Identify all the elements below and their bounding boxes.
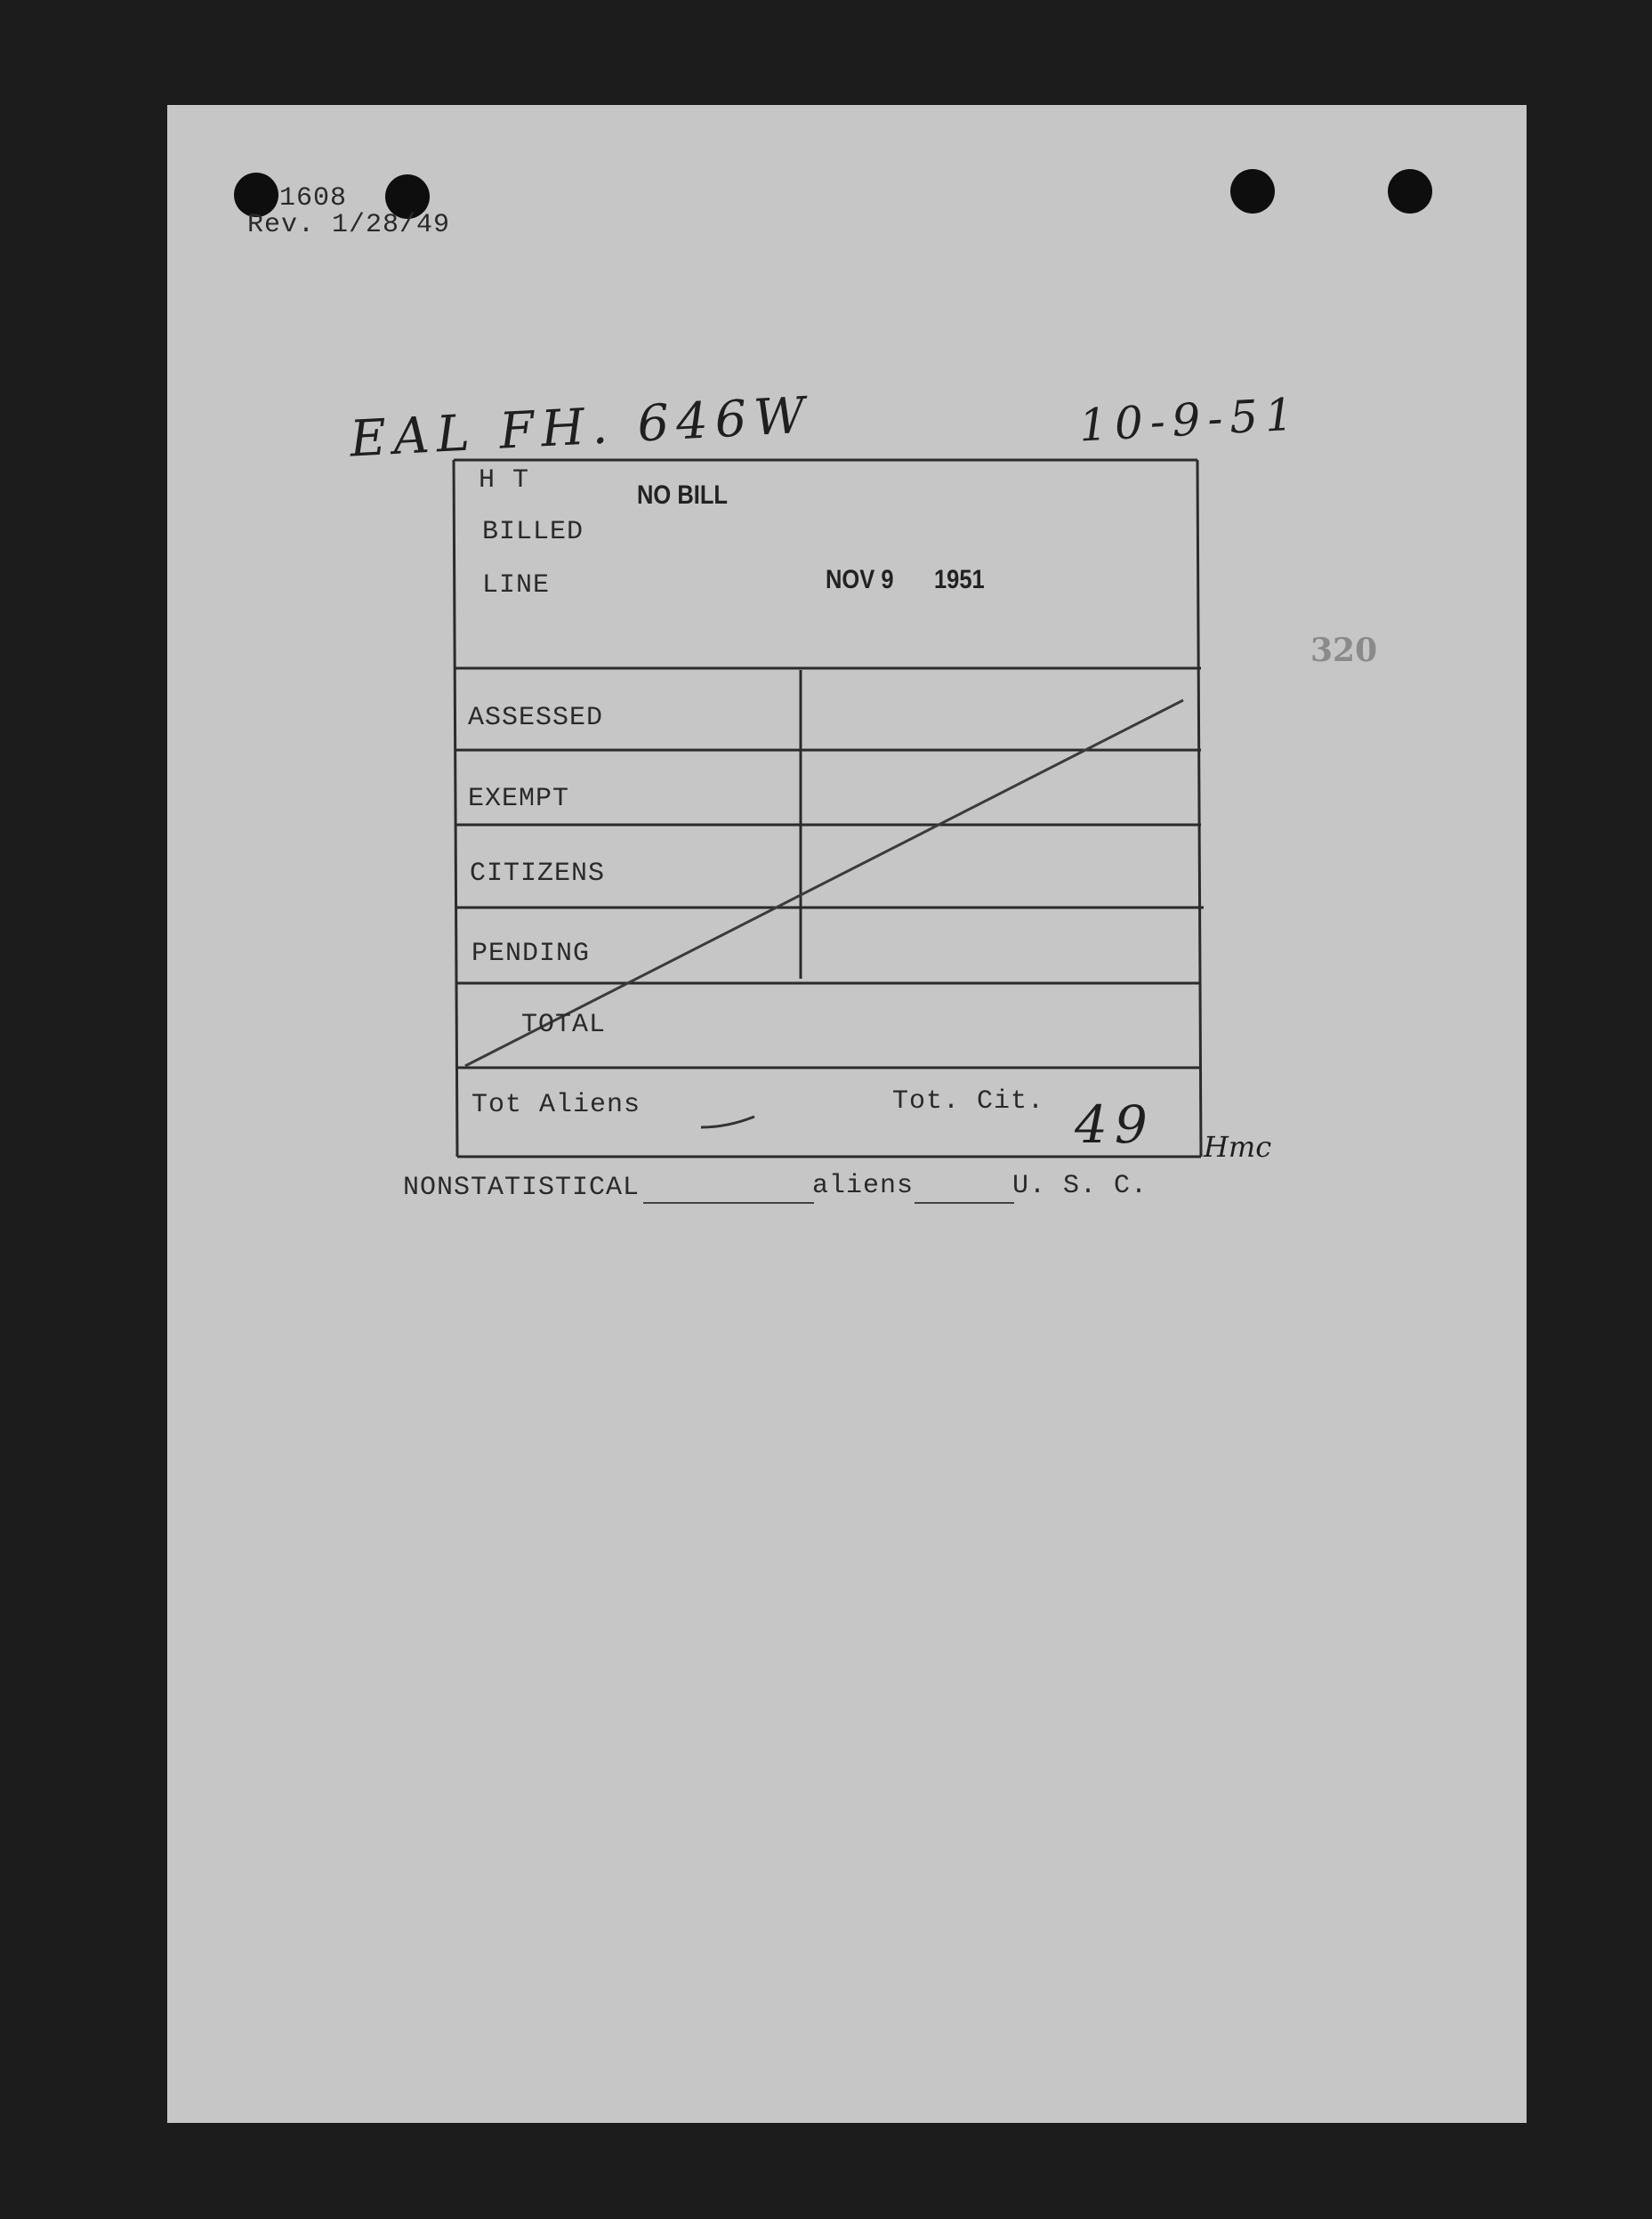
- side-stamp: 320: [1310, 632, 1378, 669]
- punch-hole: [1230, 169, 1275, 214]
- row-pending: PENDING: [471, 939, 591, 969]
- tot-cit-value: 49: [1075, 1094, 1155, 1155]
- row-total: TOTAL: [521, 1010, 607, 1040]
- footer-aliens: aliens: [812, 1171, 915, 1201]
- nonstatistical-blank: [643, 1202, 814, 1204]
- row-exempt: EXEMPT: [468, 784, 570, 814]
- label-line: LINE: [482, 570, 551, 601]
- footer-nonstatistical: NONSTATISTICAL: [403, 1173, 641, 1203]
- tot-aliens-label: Tot Aliens: [471, 1090, 641, 1120]
- label-billed: BILLED: [482, 517, 584, 547]
- label-ht: H T: [479, 465, 530, 496]
- date-stamp-year: 1951: [934, 565, 985, 594]
- no-bill-stamp: NO BILL: [637, 480, 728, 510]
- punch-hole: [1388, 169, 1432, 214]
- dash-mark: [701, 1117, 754, 1127]
- initials: Hmc: [1204, 1130, 1272, 1164]
- row-citizens: CITIZENS: [470, 859, 606, 889]
- statistics-box: [452, 458, 1272, 1164]
- handwritten-date: 10-9-51: [1077, 388, 1302, 452]
- aliens-blank: [915, 1202, 1014, 1204]
- form-revision: Rev. 1/28/49: [247, 210, 451, 240]
- tot-cit-label: Tot. Cit.: [892, 1086, 1045, 1117]
- row-assessed: ASSESSED: [468, 703, 604, 733]
- handwritten-reference: EAL FH. 646W: [348, 386, 814, 469]
- form-number: 1608: [279, 183, 348, 214]
- date-stamp-day: NOV 9: [826, 565, 894, 594]
- footer-usc: U. S. C.: [1012, 1171, 1148, 1201]
